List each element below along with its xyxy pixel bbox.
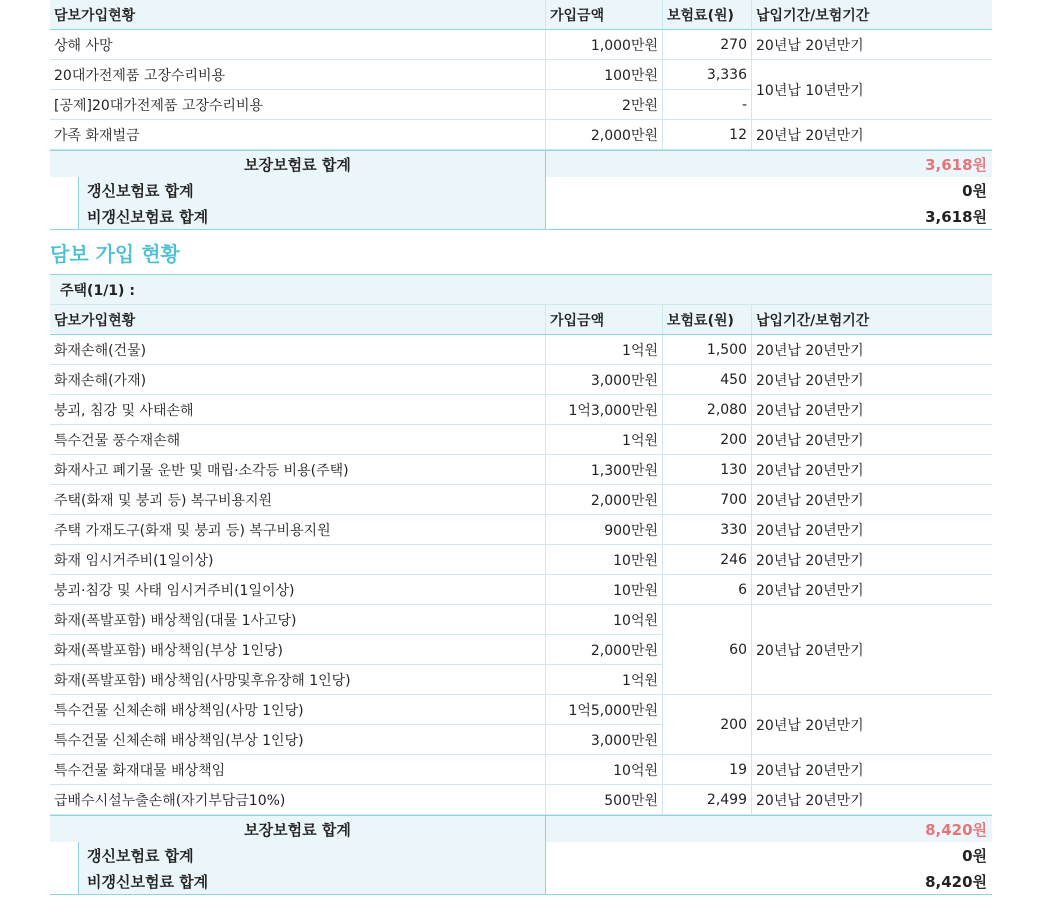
row-period: 20년납 20년만기 (752, 365, 993, 395)
row-amount: 1억원 (546, 425, 663, 455)
row-amount: 10만원 (546, 545, 663, 575)
row-item: 특수건물 화재대물 배상책임 (50, 755, 546, 785)
row-premium: 2,499 (663, 785, 752, 815)
summary-total-label: 보장보험료 합계 (244, 820, 351, 839)
row-premium: 60 (663, 605, 752, 695)
table-row (50, 120, 992, 150)
row-item: 급배수시설누출손해(자기부담금10%) (50, 785, 546, 815)
table-row (50, 785, 992, 815)
table-row (50, 60, 992, 90)
row-item: 화재(폭발포함) 배상책임(부상 1인당) (50, 635, 546, 665)
summary-nonrenewal-label: 비갱신보험료 합계 (78, 868, 545, 894)
row-item: 주택 가재도구(화재 및 붕괴 등) 복구비용지원 (50, 515, 546, 545)
row-amount: 1억3,000만원 (546, 395, 663, 425)
table-row (50, 515, 992, 545)
table-row (50, 575, 992, 605)
row-item: 상해 사망 (50, 30, 546, 60)
table-row (50, 485, 992, 515)
table-row (50, 545, 992, 575)
row-premium: 330 (663, 515, 752, 545)
row-premium: 200 (663, 695, 752, 755)
row-amount: 1억원 (546, 665, 663, 695)
summary-nonrenewal-value: 3,618원 (545, 203, 992, 229)
row-period: 20년납 20년만기 (752, 755, 993, 785)
row-premium: 2,080 (663, 395, 752, 425)
row-premium: 3,336 (663, 60, 752, 90)
summary-renewal-row (50, 177, 992, 203)
table-row (50, 605, 992, 635)
row-premium: 130 (663, 455, 752, 485)
row-amount: 500만원 (546, 785, 663, 815)
row-period: 20년납 20년만기 (752, 120, 993, 150)
row-item: 특수건물 신체손해 배상책임(사망 1인당) (50, 695, 546, 725)
row-amount: 1,000만원 (546, 30, 663, 60)
row-item: 화재사고 폐기물 운반 및 매립·소각등 비용(주택) (50, 455, 546, 485)
row-premium: 700 (663, 485, 752, 515)
header-item: 담보가입현황 (50, 0, 546, 30)
row-period: 20년납 20년만기 (752, 455, 993, 485)
row-period: 20년납 20년만기 (752, 485, 993, 515)
row-period: 20년납 20년만기 (752, 515, 993, 545)
summary-total-row (50, 816, 992, 842)
table-row (50, 455, 992, 485)
table-row (50, 395, 992, 425)
row-premium: 270 (663, 30, 752, 60)
row-item: 화재(폭발포함) 배상책임(대물 1사고당) (50, 605, 546, 635)
header-period: 납입기간/보험기간 (752, 305, 993, 335)
summary-total-label: 보장보험료 합계 (244, 155, 351, 174)
row-amount: 1억5,000만원 (546, 695, 663, 725)
row-item: 붕괴, 침강 및 사태손해 (50, 395, 546, 425)
premium-summary-2 (50, 815, 992, 895)
row-amount: 10만원 (546, 575, 663, 605)
row-item: [공제]20대가전제품 고장수리비용 (50, 90, 546, 120)
row-premium: 200 (663, 425, 752, 455)
table-row (50, 755, 992, 785)
row-amount: 1,300만원 (546, 455, 663, 485)
summary-renewal-value: 0원 (545, 842, 992, 868)
row-amount: 100만원 (546, 60, 663, 90)
summary-nonrenewal-value: 8,420원 (545, 868, 992, 894)
row-amount: 3,000만원 (546, 365, 663, 395)
row-item: 특수건물 신체손해 배상책임(부상 1인당) (50, 725, 546, 755)
row-period: 20년납 20년만기 (752, 785, 993, 815)
table-row (50, 365, 992, 395)
row-period: 20년납 20년만기 (752, 425, 993, 455)
summary-nonrenewal-row (50, 203, 992, 229)
row-period: 20년납 20년만기 (752, 395, 993, 425)
row-premium: 12 (663, 120, 752, 150)
header-premium: 보험료(원) (663, 0, 752, 30)
row-amount: 2,000만원 (546, 120, 663, 150)
row-amount: 2만원 (546, 90, 663, 120)
table-header-row (50, 0, 992, 30)
table-row (50, 425, 992, 455)
table-row (50, 695, 992, 725)
summary-renewal-row (50, 842, 992, 868)
summary-renewal-label: 갱신보험료 합계 (78, 177, 545, 203)
row-amount: 2,000만원 (546, 635, 663, 665)
row-amount: 10억원 (546, 605, 663, 635)
row-item: 화재손해(가재) (50, 365, 546, 395)
summary-nonrenewal-label: 비갱신보험료 합계 (78, 203, 545, 229)
row-period: 20년납 20년만기 (752, 335, 993, 365)
summary-renewal-value: 0원 (545, 177, 992, 203)
row-amount: 1억원 (546, 335, 663, 365)
row-premium: 1,500 (663, 335, 752, 365)
header-item: 담보가입현황 (50, 305, 546, 335)
row-item: 특수건물 풍수재손해 (50, 425, 546, 455)
row-amount: 2,000만원 (546, 485, 663, 515)
row-premium: 6 (663, 575, 752, 605)
summary-nonrenewal-row (50, 868, 992, 894)
row-premium: 246 (663, 545, 752, 575)
row-premium: - (663, 90, 752, 120)
header-amount: 가입금액 (546, 305, 663, 335)
coverage-table-2 (50, 305, 992, 815)
coverage-table-1 (50, 0, 992, 150)
coverage-document (50, 0, 992, 895)
summary-total-value: 3,618원 (545, 151, 992, 177)
row-item: 화재 임시거주비(1일이상) (50, 545, 546, 575)
header-period: 납입기간/보험기간 (752, 0, 993, 30)
row-period: 20년납 20년만기 (752, 605, 993, 695)
premium-summary-1 (50, 150, 992, 230)
row-amount: 10억원 (546, 755, 663, 785)
row-amount: 3,000만원 (546, 725, 663, 755)
table-row (50, 30, 992, 60)
row-period: 20년납 20년만기 (752, 575, 993, 605)
row-period: 20년납 20년만기 (752, 30, 993, 60)
row-item: 붕괴·침강 및 사태 임시거주비(1일이상) (50, 575, 546, 605)
row-period: 20년납 20년만기 (752, 695, 993, 755)
summary-total-value: 8,420원 (545, 816, 992, 842)
row-period: 20년납 20년만기 (752, 545, 993, 575)
row-amount: 900만원 (546, 515, 663, 545)
header-amount: 가입금액 (546, 0, 663, 30)
row-item: 주택(화재 및 붕괴 등) 복구비용지원 (50, 485, 546, 515)
row-premium: 450 (663, 365, 752, 395)
group-heading: 주택(1/1) : (50, 274, 992, 305)
row-period: 10년납 10년만기 (752, 60, 993, 120)
table-header-row (50, 305, 992, 335)
table-row (50, 335, 992, 365)
row-item: 화재(폭발포함) 배상책임(사망및후유장해 1인당) (50, 665, 546, 695)
row-item: 가족 화재벌금 (50, 120, 546, 150)
header-premium: 보험료(원) (663, 305, 752, 335)
summary-total-row (50, 151, 992, 177)
section-title: 담보 가입 현황 (50, 241, 180, 266)
row-premium: 19 (663, 755, 752, 785)
row-item: 화재손해(건물) (50, 335, 546, 365)
summary-renewal-label: 갱신보험료 합계 (78, 842, 545, 868)
row-item: 20대가전제품 고장수리비용 (50, 60, 546, 90)
